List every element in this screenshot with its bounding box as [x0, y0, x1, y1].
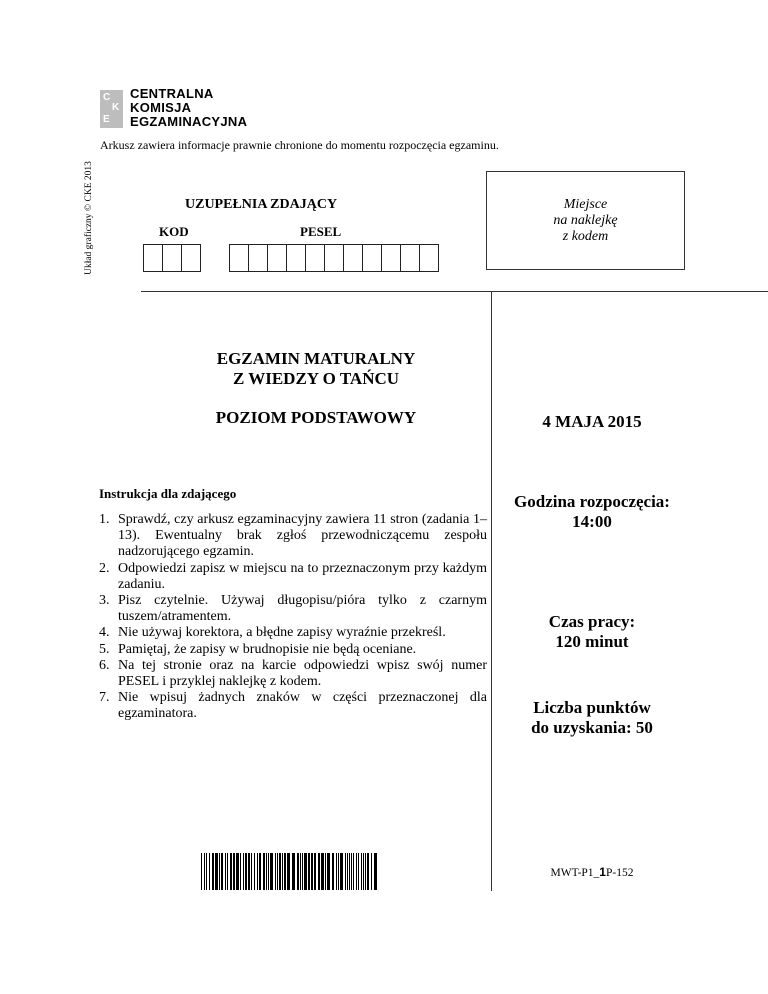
start-time-block: [492, 492, 692, 532]
pesel-boxes[interactable]: [229, 244, 438, 272]
barcode-bar: [248, 853, 250, 890]
copyright-text: Układ graficzny © CKE 2013: [84, 161, 94, 275]
sticker-line-1: Miejsce: [563, 196, 608, 212]
points-label: Liczba punktów: [533, 698, 651, 717]
pesel-box[interactable]: [267, 244, 287, 272]
barcode-bar: [374, 853, 377, 890]
barcode-bar: [201, 853, 202, 890]
barcode-bar: [325, 853, 326, 890]
barcode-bar: [254, 853, 255, 890]
barcode-bar: [275, 853, 276, 890]
barcode-bar: [318, 853, 320, 890]
instructions-heading: Instrukcja dla zdającego: [99, 486, 237, 501]
kod-label: KOD: [159, 224, 189, 239]
logo-letter-e: E: [103, 114, 110, 125]
barcode-bar: [292, 853, 295, 890]
exam-title: [141, 349, 491, 389]
pesel-box[interactable]: [324, 244, 344, 272]
start-time-label: Godzina rozpoczęcia:: [514, 492, 670, 511]
kod-box[interactable]: [181, 244, 201, 272]
barcode-bar: [349, 853, 350, 890]
barcode-bar: [212, 853, 214, 890]
barcode-bar: [270, 853, 273, 890]
barcode-bar: [327, 853, 330, 890]
barcode-bar: [300, 853, 301, 890]
kod-boxes[interactable]: [143, 244, 200, 272]
barcode-bar: [215, 853, 218, 890]
barcode-bar: [347, 853, 348, 890]
barcode-bar: [245, 853, 247, 890]
barcode-bar: [236, 853, 239, 890]
copyright-sidebar: [82, 153, 96, 283]
instruction-item: 7. Nie wpisuj żadnych znaków w części przeznaczonej dla egzaminatora.: [99, 690, 487, 722]
pesel-box[interactable]: [419, 244, 439, 272]
barcode-bar: [302, 853, 303, 890]
barcode-bar: [279, 853, 281, 890]
barcode-bar: [221, 853, 223, 890]
barcode-bar: [240, 853, 241, 890]
logo-letter-c: C: [103, 92, 111, 103]
cke-logo-text: [130, 87, 247, 129]
barcode-bar: [340, 853, 343, 890]
pesel-box[interactable]: [381, 244, 401, 272]
instruction-item: 6. Na tej stronie oraz na karcie odpowiedzi wpisz swój numer PESEL i przyklej naklejkę z kodem.: [99, 657, 487, 690]
barcode-bar: [282, 853, 283, 890]
pesel-label: PESEL: [300, 224, 342, 239]
logo-line-2: KOMISJA: [130, 100, 192, 115]
barcode-bar: [311, 853, 313, 890]
barcode-bar: [371, 853, 372, 890]
sticker-line-2: na naklejkę: [553, 212, 618, 228]
barcode-bar: [314, 853, 316, 890]
barcode-bar: [358, 853, 359, 890]
barcode-bar: [345, 853, 346, 890]
instruction-item: 5. Pamiętaj, że zapisy w brudnopisie nie będą oceniane.: [99, 641, 417, 657]
exam-title-line-1: EGZAMIN MATURALNY: [216, 349, 416, 368]
horizontal-divider: [141, 291, 768, 292]
instruction-item: 1. Sprawdź, czy arkusz egzaminacyjny zawiera 11 stron (zadania 1–13). Ewentualny brak zgłoś przewodniczącemu zespołu nadzorującego egzamin.: [99, 512, 487, 560]
barcode-bar: [367, 853, 369, 890]
barcode-bar: [321, 853, 324, 890]
barcode-bar: [277, 853, 278, 890]
cke-logo-mark: [100, 90, 123, 128]
barcode-bar: [287, 853, 290, 890]
barcode-bar: [308, 853, 310, 890]
kod-box[interactable]: [162, 244, 182, 272]
barcode-bar: [284, 853, 286, 890]
barcode-bar: [263, 853, 265, 890]
pesel-box[interactable]: [248, 244, 268, 272]
barcode-bar: [338, 853, 339, 890]
barcode-bar: [204, 853, 205, 890]
legal-notice: Arkusz zawiera informacje prawnie chronione do momentu rozpoczęcia egzaminu.: [100, 138, 499, 152]
pesel-box[interactable]: [343, 244, 363, 272]
logo-line-1: CENTRALNA: [130, 86, 214, 101]
sticker-line-3: z kodem: [562, 228, 609, 244]
barcode-bar: [297, 853, 299, 890]
barcode-bar: [268, 853, 269, 890]
barcode-bar: [219, 853, 220, 890]
barcode-bar: [266, 853, 267, 890]
exam-level: POZIOM PODSTAWOWY: [215, 408, 417, 427]
fill-in-title: UZUPEŁNIA ZDAJĄCY: [185, 197, 338, 212]
barcode-bar: [206, 853, 207, 890]
barcode-bar: [230, 853, 232, 890]
barcode-bar: [259, 853, 261, 890]
vertical-divider: [491, 291, 492, 891]
pesel-box[interactable]: [305, 244, 325, 272]
barcode-bar: [257, 853, 258, 890]
barcode-bar: [336, 853, 337, 890]
exam-title-line-2: Z WIEDZY O TAŃCU: [232, 369, 400, 388]
barcode-bar: [227, 853, 228, 890]
points-value: do uzyskania: 50: [531, 718, 653, 737]
kod-box[interactable]: [143, 244, 163, 272]
barcode-bar: [363, 853, 364, 890]
barcode: [201, 853, 377, 890]
instruction-item: 2. Odpowiedzi zapisz w miejscu na to przeznaczonym przy każdym zadaniu.: [99, 560, 487, 592]
barcode-bar: [251, 853, 252, 890]
logo-letter-k: K: [112, 102, 120, 113]
sticker-placeholder: [486, 171, 685, 270]
barcode-bar: [361, 853, 362, 890]
barcode-bar: [209, 853, 210, 890]
pesel-box[interactable]: [362, 244, 382, 272]
duration-label: Czas pracy:: [548, 612, 636, 631]
pesel-box[interactable]: [400, 244, 420, 272]
barcode-bar: [225, 853, 226, 890]
instruction-item: 4. Nie używaj korektora, a błędne zapisy wyraźnie przekreśl.: [99, 625, 446, 641]
barcode-bar: [353, 853, 354, 890]
barcode-bar: [351, 853, 352, 890]
pesel-box[interactable]: [286, 244, 306, 272]
points-block: [492, 698, 692, 738]
logo-line-3: EGZAMINACYJNA: [130, 114, 248, 129]
barcode-bar: [243, 853, 244, 890]
instructions-list: [99, 512, 487, 723]
barcode-bar: [332, 853, 334, 890]
barcode-bar: [233, 853, 235, 890]
barcode-bar: [356, 853, 357, 890]
start-time-value: 14:00: [572, 512, 612, 531]
duration-value: 120 minut: [555, 632, 629, 651]
exam-date: 4 MAJA 2015: [542, 412, 642, 431]
instruction-item: 3. Pisz czytelnie. Używaj długopisu/pióra tylko z czarnym tuszem/atramentem.: [99, 593, 487, 625]
barcode-bar: [304, 853, 307, 890]
exam-code: MWT-P1_1P-152: [550, 865, 634, 879]
duration-block: [492, 612, 692, 652]
barcode-bar: [365, 853, 366, 890]
pesel-box[interactable]: [229, 244, 249, 272]
